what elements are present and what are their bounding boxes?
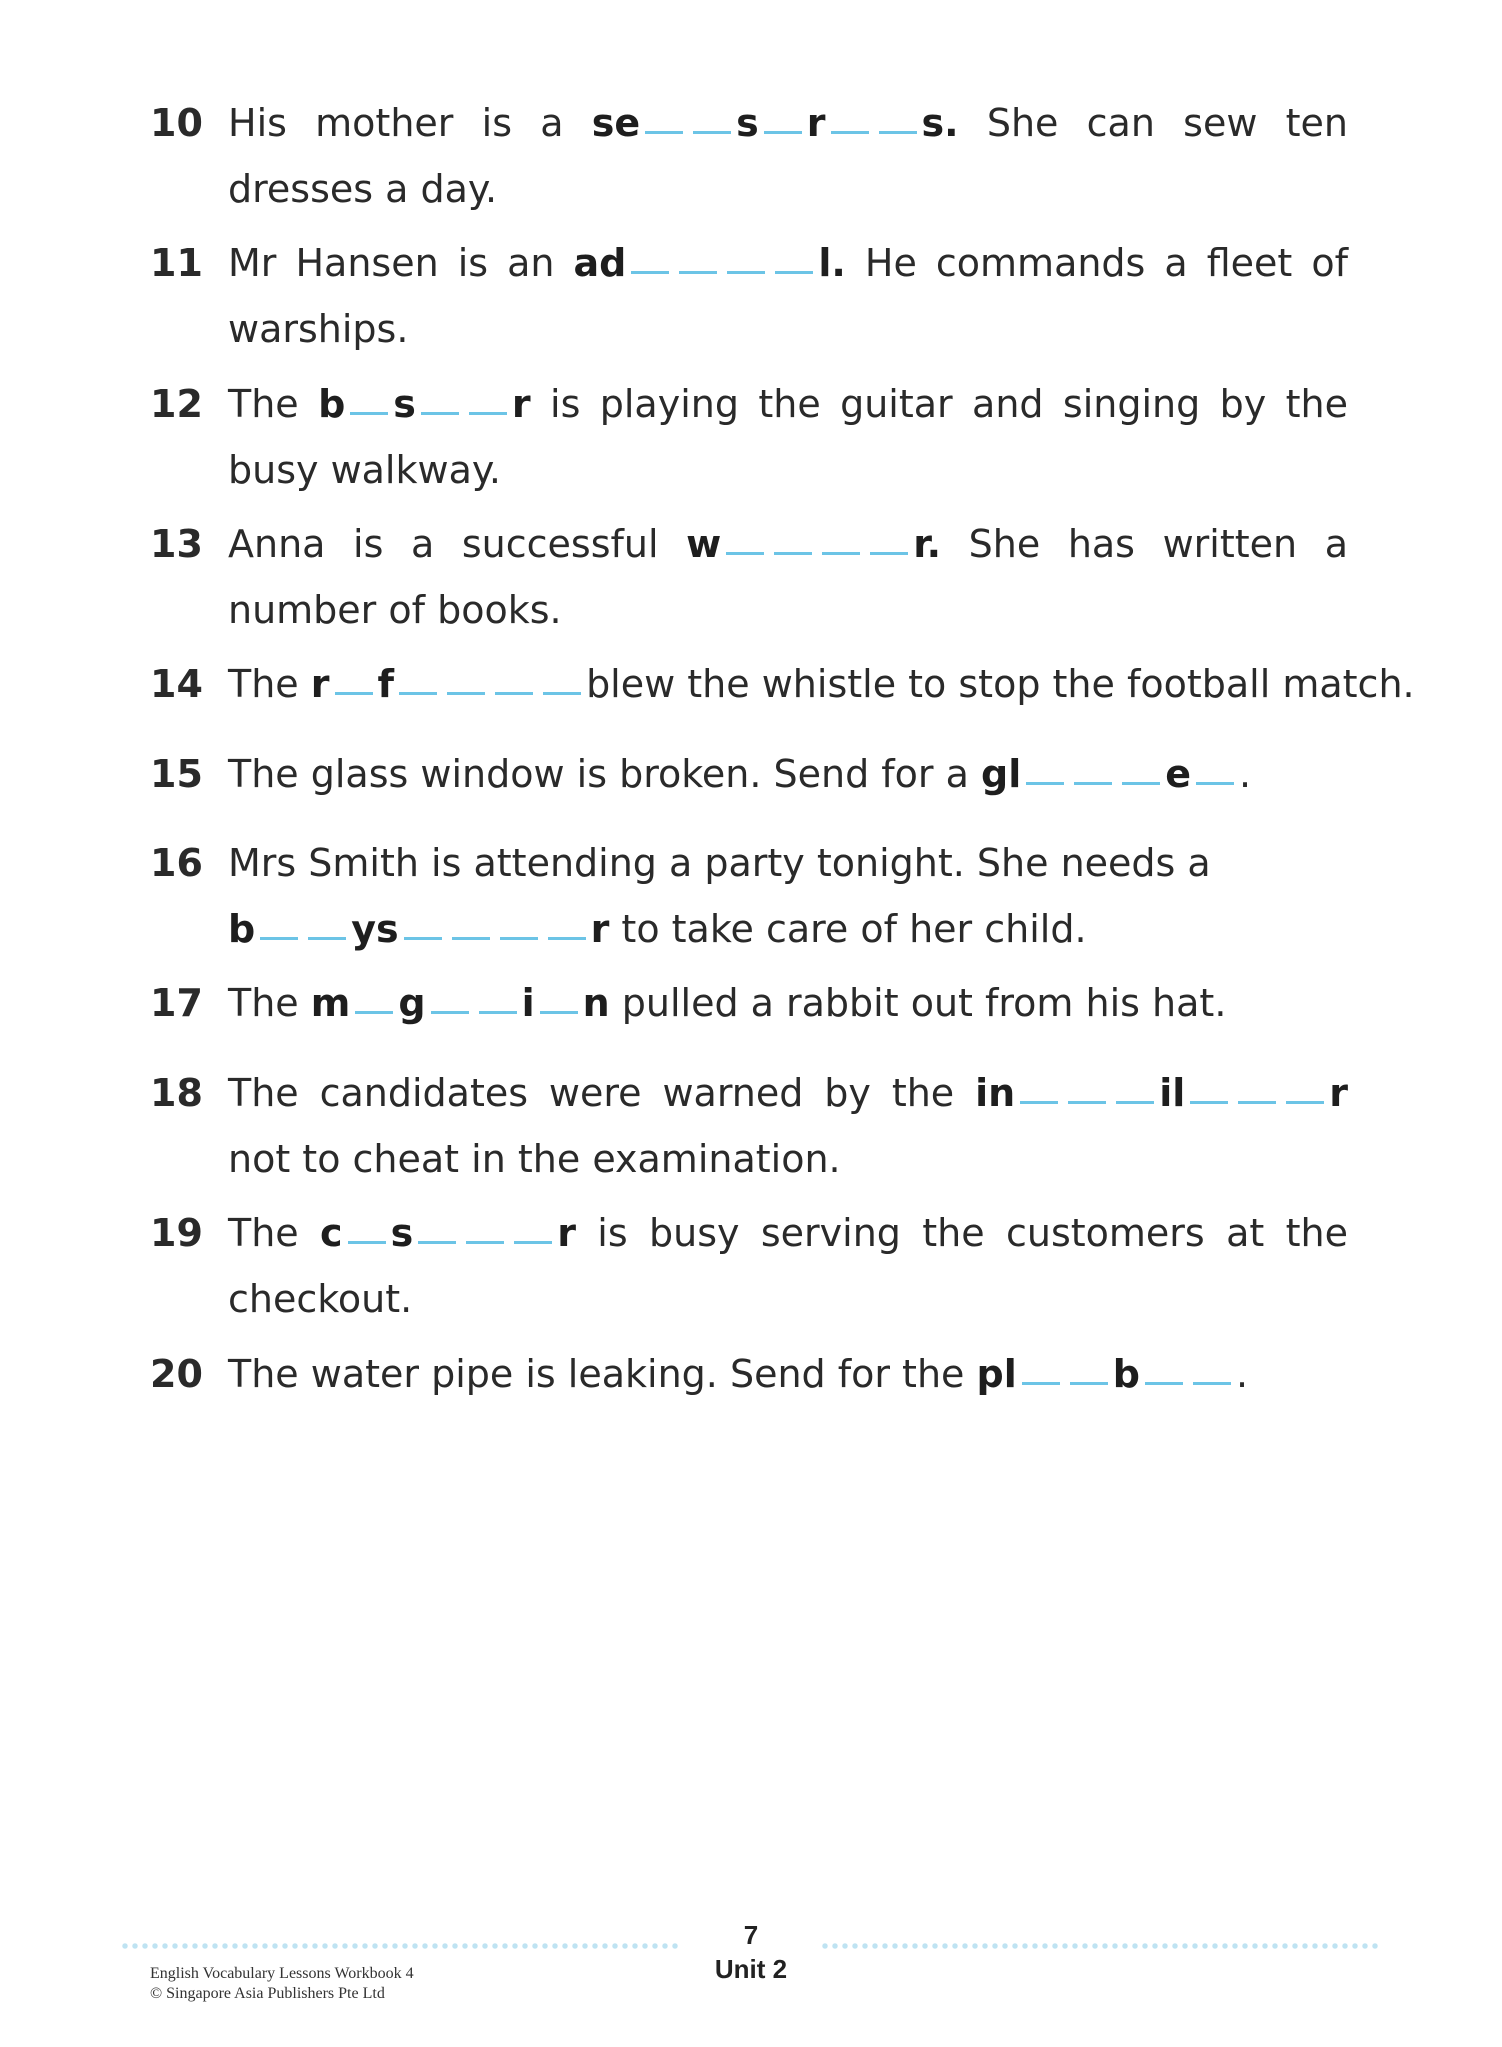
page-number: 7 bbox=[743, 1920, 759, 1950]
sentence-text: He commands a fleet of warships. bbox=[228, 241, 1348, 351]
letter-hint: ys bbox=[351, 907, 399, 951]
answer-blank[interactable] bbox=[1145, 1382, 1183, 1385]
letter-hint: l. bbox=[818, 241, 846, 285]
answer-blank[interactable] bbox=[348, 1241, 386, 1244]
answer-blank[interactable] bbox=[418, 1241, 456, 1244]
answer-blank[interactable] bbox=[1020, 1101, 1058, 1104]
answer-blank[interactable] bbox=[727, 271, 765, 274]
answer-blank[interactable] bbox=[1238, 1101, 1276, 1104]
letter-hint: r bbox=[511, 382, 531, 426]
question-number: 10 bbox=[150, 101, 203, 145]
sentence-text: pulled a rabbit out from his hat. bbox=[609, 981, 1227, 1025]
answer-blank[interactable] bbox=[543, 692, 581, 695]
question-text bbox=[228, 1341, 1348, 1407]
answer-blank[interactable] bbox=[308, 937, 346, 940]
answer-blank[interactable] bbox=[431, 1011, 469, 1014]
unit-label: Unit 2 bbox=[714, 1954, 788, 1984]
letter-hint: r. bbox=[913, 522, 942, 566]
answer-blank[interactable] bbox=[764, 131, 802, 134]
letter-hint: r bbox=[590, 907, 610, 951]
question-text bbox=[228, 651, 1415, 717]
answer-blank[interactable] bbox=[693, 131, 731, 134]
letter-hint: n bbox=[582, 981, 610, 1025]
answer-blank[interactable] bbox=[466, 1241, 504, 1244]
question-number: 17 bbox=[150, 981, 203, 1025]
sentence-text: The bbox=[228, 1211, 321, 1255]
letter-hint: r bbox=[557, 1211, 576, 1255]
answer-blank[interactable] bbox=[399, 692, 437, 695]
question-number: 11 bbox=[150, 241, 203, 285]
answer-blank[interactable] bbox=[822, 552, 860, 555]
answer-blank[interactable] bbox=[404, 937, 442, 940]
sentence-text: not to cheat in the examination. bbox=[228, 1137, 841, 1181]
sentence-text: to take care of her child. bbox=[609, 907, 1087, 951]
answer-blank[interactable] bbox=[879, 131, 917, 134]
answer-blank[interactable] bbox=[350, 412, 388, 415]
answer-blank[interactable] bbox=[679, 271, 717, 274]
sentence-text: . bbox=[1235, 1352, 1249, 1396]
answer-blank[interactable] bbox=[1070, 1382, 1108, 1385]
letter-hint: e bbox=[1165, 752, 1192, 796]
answer-blank[interactable] bbox=[1286, 1101, 1324, 1104]
question-text bbox=[228, 1060, 1348, 1192]
question-text bbox=[228, 830, 1248, 962]
letter-hint: il bbox=[1159, 1071, 1186, 1115]
answer-blank[interactable] bbox=[774, 552, 812, 555]
answer-blank[interactable] bbox=[452, 937, 490, 940]
answer-blank[interactable] bbox=[514, 1241, 552, 1244]
letter-hint: s bbox=[736, 101, 759, 145]
question-text bbox=[228, 970, 1348, 1036]
letter-hint: r bbox=[1329, 1071, 1348, 1115]
sentence-text: is playing the guitar and singing by the busy walkway. bbox=[228, 382, 1348, 492]
letter-hint: s bbox=[390, 1211, 414, 1255]
letter-hint: g bbox=[398, 981, 426, 1025]
letter-hint: ad bbox=[573, 241, 627, 285]
sentence-text: The bbox=[228, 662, 311, 706]
letter-hint: s bbox=[393, 382, 416, 426]
publisher-info bbox=[150, 1964, 414, 2004]
sentence-text: She can sew ten dresses a day. bbox=[228, 101, 1348, 211]
letter-hint: r bbox=[806, 101, 826, 145]
sentence-text: She has written a number of books. bbox=[228, 522, 1348, 632]
letter-hint: b bbox=[1112, 1352, 1140, 1396]
sentence-text: The bbox=[228, 382, 319, 426]
letter-hint: s. bbox=[921, 101, 959, 145]
answer-blank[interactable] bbox=[355, 1011, 393, 1014]
answer-blank[interactable] bbox=[1116, 1101, 1154, 1104]
letter-hint: m bbox=[310, 981, 351, 1025]
question-number: 14 bbox=[150, 662, 203, 706]
letter-hint: w bbox=[686, 522, 722, 566]
sentence-text: The candidates were warned by the bbox=[228, 1071, 976, 1115]
letter-hint: f bbox=[377, 662, 395, 706]
sentence-text: The water pipe is leaking. Send for the bbox=[228, 1352, 977, 1396]
answer-blank[interactable] bbox=[1026, 782, 1064, 785]
answer-blank[interactable] bbox=[447, 692, 485, 695]
question-text bbox=[228, 90, 1348, 222]
answer-blank[interactable] bbox=[1193, 1382, 1231, 1385]
question-number: 20 bbox=[150, 1352, 203, 1396]
answer-blank[interactable] bbox=[726, 552, 764, 555]
question-number: 13 bbox=[150, 522, 203, 566]
answer-blank[interactable] bbox=[548, 937, 586, 940]
answer-blank[interactable] bbox=[260, 937, 298, 940]
question-number: 18 bbox=[150, 1071, 203, 1115]
answer-blank[interactable] bbox=[1122, 782, 1160, 785]
answer-blank[interactable] bbox=[1022, 1382, 1060, 1385]
sentence-text: The bbox=[228, 981, 311, 1025]
letter-hint: in bbox=[975, 1071, 1016, 1115]
question-number: 15 bbox=[150, 752, 203, 796]
sentence-text: His mother is a bbox=[228, 101, 592, 145]
sentence-text: is busy serving the customers at the checkout. bbox=[228, 1211, 1348, 1321]
letter-hint: b bbox=[228, 907, 256, 951]
answer-blank[interactable] bbox=[870, 552, 908, 555]
answer-blank[interactable] bbox=[469, 412, 507, 415]
page-footer bbox=[0, 1920, 1502, 2047]
answer-blank[interactable] bbox=[495, 692, 533, 695]
copyright: © Singapore Asia Publishers Pte Ltd bbox=[150, 1985, 385, 2002]
answer-blank[interactable] bbox=[1196, 782, 1234, 785]
book-title: English Vocabulary Lessons Workbook 4 bbox=[150, 1965, 414, 1982]
answer-blank[interactable] bbox=[335, 692, 373, 695]
question-number: 19 bbox=[150, 1211, 203, 1255]
answer-blank[interactable] bbox=[645, 131, 683, 134]
sentence-text: Mrs Smith is attending a party tonight. She needs a bbox=[228, 841, 1211, 885]
answer-blank[interactable] bbox=[775, 271, 813, 274]
question-text bbox=[228, 511, 1348, 643]
question-text bbox=[228, 371, 1348, 503]
question-number: 16 bbox=[150, 841, 203, 885]
question-number: 12 bbox=[150, 382, 203, 426]
letter-hint: c bbox=[320, 1211, 343, 1255]
answer-blank[interactable] bbox=[479, 1011, 517, 1014]
answer-blank[interactable] bbox=[831, 131, 869, 134]
answer-blank[interactable] bbox=[500, 937, 538, 940]
question-text bbox=[228, 230, 1348, 362]
letter-hint: pl bbox=[976, 1352, 1017, 1396]
sentence-text: blew the whistle to stop the football match. bbox=[586, 662, 1415, 706]
answer-blank[interactable] bbox=[1068, 1101, 1106, 1104]
sentence-text: Anna is a successful bbox=[228, 522, 687, 566]
letter-hint: b bbox=[318, 382, 346, 426]
letter-hint: r bbox=[310, 662, 330, 706]
question-text bbox=[228, 741, 1348, 807]
sentence-text: The glass window is broken. Send for a bbox=[228, 752, 981, 796]
answer-blank[interactable] bbox=[631, 271, 669, 274]
answer-blank[interactable] bbox=[1190, 1101, 1228, 1104]
sentence-text: Mr Hansen is an bbox=[228, 241, 574, 285]
answer-blank[interactable] bbox=[421, 412, 459, 415]
letter-hint: i bbox=[521, 981, 535, 1025]
question-text bbox=[228, 1200, 1348, 1332]
answer-blank[interactable] bbox=[540, 1011, 578, 1014]
letter-hint: se bbox=[591, 101, 641, 145]
sentence-text: . bbox=[1239, 752, 1252, 796]
letter-hint: gl bbox=[981, 752, 1022, 796]
answer-blank[interactable] bbox=[1074, 782, 1112, 785]
